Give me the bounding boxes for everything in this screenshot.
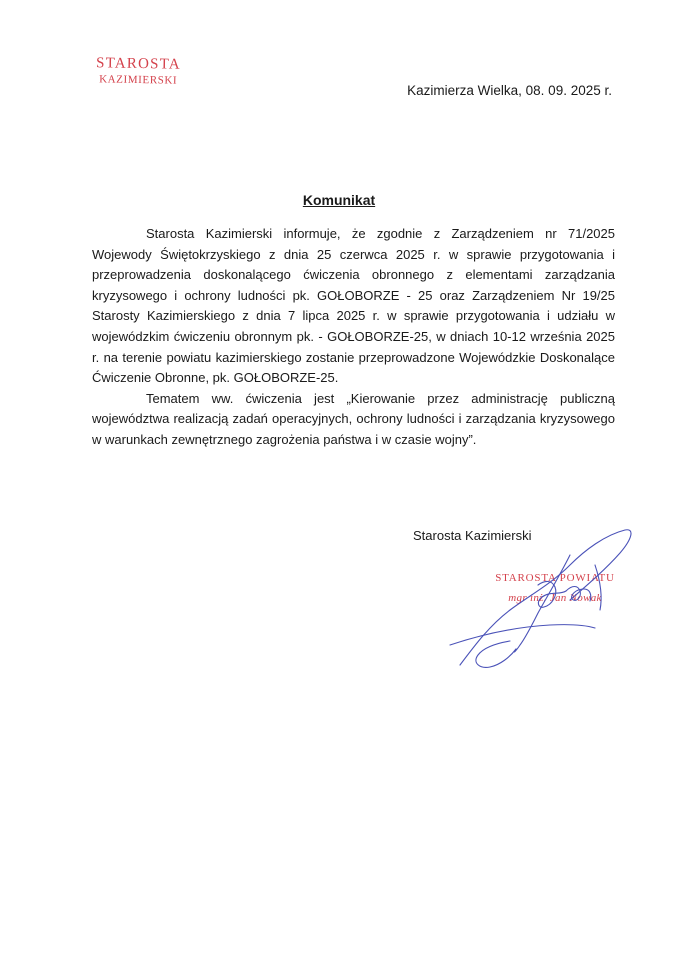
document-date: Kazimierza Wielka, 08. 09. 2025 r.	[407, 83, 612, 98]
handwritten-signature	[420, 525, 650, 685]
document-body	[92, 224, 615, 451]
header-stamp-line1: STAROSTA	[95, 55, 181, 73]
signature-stamp-line1: STAROSTA POWIATU	[495, 572, 615, 584]
paragraph-1: Starosta Kazimierski informuje, że zgodnie z Zarządzeniem nr 71/2025 Wojewody Świętokrzyskiego z dnia 25 czerwca 2025 r. w sprawie przygotowania i przeprowadzenia doskonalącego ćwiczenia obronnego z elementami zarządzania kryzysowego i ochrony ludności pk. GOŁOBORZE - 25 oraz Zarządzeniem Nr 19/25 Starosty Kazimierskiego z dnia 7 lipca 2025 r. w sprawie przygotowania i udziału w wojewódzkim ćwiczeniu obronnym pk. - GOŁOBORZE-25, w dniach 10-12 września 2025 r. na terenie powiatu kazimierskiego zostanie przeprowadzone Wojewódzkie Doskonalące Ćwiczenie Obronne, pk. GOŁOBORZE-25.	[92, 226, 615, 386]
signature-stamp-line2: mgr inż. Jan Nowak	[508, 592, 602, 604]
header-stamp	[96, 55, 181, 86]
signer-name: Starosta Kazimierski	[413, 528, 532, 543]
header-stamp-line2: KAZIMIERSKI	[99, 73, 178, 87]
paragraph-2: Tematem ww. ćwiczenia jest „Kierowanie przez administrację publiczną województwa realizacją zadań operacyjnych, ochrony ludności i zarządzania kryzysowego w warunkach zewnętrznego zagrożenia państwa i w czasie wojny”.	[92, 390, 615, 447]
document-title: Komunikat	[302, 192, 376, 208]
